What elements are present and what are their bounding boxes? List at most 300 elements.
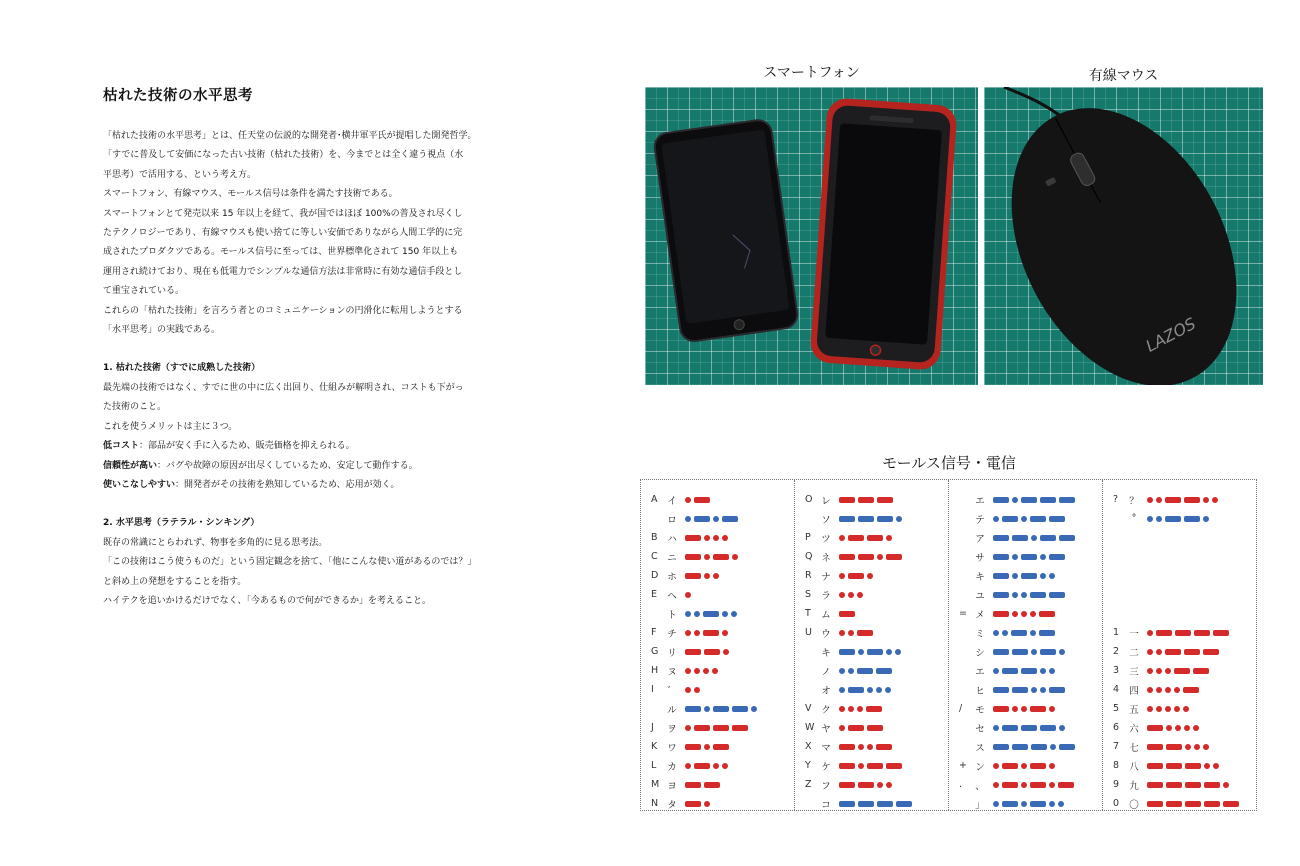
morse-latin: ?	[1113, 494, 1119, 505]
morse-dot	[1040, 668, 1046, 674]
morse-row	[795, 718, 948, 737]
morse-dot	[1030, 630, 1036, 636]
morse-dash	[848, 535, 864, 541]
morse-dot	[993, 763, 999, 769]
morse-dash	[685, 782, 701, 788]
morse-code	[685, 725, 751, 731]
morse-dot	[1165, 668, 1171, 674]
morse-dash	[1012, 535, 1028, 541]
morse-kana: ト	[667, 609, 677, 621]
morse-kana: レ	[821, 495, 831, 507]
morse-row	[949, 547, 1102, 566]
morse-dot	[1012, 611, 1018, 617]
morse-kana: 七	[1129, 742, 1139, 754]
morse-latin: P	[805, 532, 811, 543]
morse-dash	[1049, 516, 1065, 522]
morse-kana: モ	[975, 704, 985, 716]
morse-code	[1147, 687, 1202, 693]
morse-row	[949, 585, 1102, 604]
morse-dash	[1213, 630, 1229, 636]
section-line: 「この技術はこう使うものだ」という固定観念を捨て、「他にこんな使い道があるのでは？」	[103, 557, 477, 568]
morse-kana: ア	[975, 533, 985, 545]
morse-dash	[1203, 649, 1219, 655]
morse-code	[839, 649, 904, 655]
morse-dash	[1002, 668, 1018, 674]
morse-row	[641, 509, 794, 528]
morse-latin: I	[651, 684, 654, 695]
morse-code	[1147, 801, 1242, 807]
morse-dash	[1002, 763, 1018, 769]
morse-dot	[1147, 706, 1153, 712]
morse-dot	[1156, 668, 1162, 674]
intro-line: 運用され続けており、現在も低電力でシンプルな通信方法は非常時に有効な通信手段とし	[103, 266, 463, 277]
morse-dot	[839, 630, 845, 636]
morse-dash	[839, 782, 855, 788]
morse-kana: ネ	[821, 552, 831, 564]
morse-row	[1103, 680, 1256, 699]
morse-dot	[1012, 706, 1018, 712]
morse-row	[1103, 528, 1256, 547]
morse-dot	[713, 573, 719, 579]
morse-dot	[685, 763, 691, 769]
morse-latin: X	[805, 741, 812, 752]
morse-kana: ウ	[821, 628, 831, 640]
morse-dot	[1021, 516, 1027, 522]
morse-dash	[713, 706, 729, 712]
merit-item	[103, 437, 513, 456]
merit-desc: ：バグや故障の原因が出尽くしているため、安定して動作する。	[157, 460, 418, 471]
morse-dot	[1012, 554, 1018, 560]
morse-kana: 三	[1129, 666, 1139, 678]
morse-kana: リ	[667, 647, 677, 659]
morse-kana: テ	[975, 514, 985, 526]
morse-dot	[1156, 687, 1162, 693]
morse-latin: Y	[805, 760, 811, 771]
morse-row	[641, 547, 794, 566]
morse-latin: V	[805, 703, 812, 714]
morse-latin: L	[651, 760, 657, 771]
morse-row	[949, 699, 1102, 718]
morse-latin: .	[959, 779, 963, 790]
morse-code	[685, 649, 732, 655]
morse-dot	[732, 554, 738, 560]
morse-code	[993, 573, 1058, 579]
morse-row	[1103, 794, 1256, 813]
morse-code	[685, 630, 731, 636]
morse-row	[949, 623, 1102, 642]
morse-dot	[858, 649, 864, 655]
morse-dot	[858, 763, 864, 769]
morse-code	[839, 801, 915, 807]
morse-dash	[1165, 497, 1181, 503]
morse-row	[1103, 585, 1256, 604]
morse-dash	[993, 649, 1009, 655]
morse-dash	[694, 725, 710, 731]
morse-dot	[1031, 687, 1037, 693]
morse-dash	[858, 497, 874, 503]
morse-code	[685, 668, 721, 674]
morse-code	[993, 668, 1058, 674]
wired-mouse-image	[984, 87, 1263, 385]
morse-latin: 9	[1113, 779, 1120, 790]
morse-code	[839, 516, 905, 522]
morse-dot	[867, 744, 873, 750]
morse-kana: ス	[975, 742, 985, 754]
morse-row	[949, 661, 1102, 680]
morse-row	[1103, 490, 1256, 509]
morse-dash	[877, 516, 893, 522]
morse-kana: ニ	[667, 552, 677, 564]
morse-row	[1103, 623, 1256, 642]
morse-code	[839, 782, 895, 788]
morse-dot	[1021, 801, 1027, 807]
morse-row	[1103, 756, 1256, 775]
smartphone-caption: スマートフォン	[763, 65, 860, 81]
morse-latin: 7	[1113, 741, 1120, 752]
morse-dot	[1040, 573, 1046, 579]
morse-dot	[1174, 706, 1180, 712]
morse-dot	[685, 668, 691, 674]
morse-dot	[1021, 763, 1027, 769]
morse-row	[795, 547, 948, 566]
morse-dot	[1156, 706, 1162, 712]
section-line: た技術のこと。	[103, 402, 167, 413]
morse-row	[641, 680, 794, 699]
morse-kana: ン	[975, 761, 985, 773]
morse-dot	[867, 687, 873, 693]
morse-latin: 1	[1113, 627, 1120, 638]
morse-dot	[1021, 592, 1027, 598]
morse-dot	[839, 535, 845, 541]
morse-dot	[839, 706, 845, 712]
morse-dot	[839, 725, 845, 731]
morse-row	[795, 566, 948, 585]
morse-dash	[1040, 649, 1056, 655]
morse-dot	[694, 611, 700, 617]
morse-latin: D	[651, 570, 659, 581]
morse-kana: 〇	[1129, 799, 1139, 811]
morse-row	[949, 756, 1102, 775]
morse-dot	[704, 554, 710, 560]
morse-row	[949, 718, 1102, 737]
morse-dash	[857, 668, 873, 674]
morse-dash	[1184, 497, 1200, 503]
morse-code	[685, 744, 732, 750]
morse-dash	[867, 535, 883, 541]
morse-kana: コ	[821, 799, 831, 811]
morse-kana: メ	[975, 609, 985, 621]
morse-dash	[1011, 630, 1027, 636]
morse-dot	[1049, 763, 1055, 769]
morse-latin: /	[959, 703, 963, 714]
section-line: 既存の常識にとらわれず、物事を多角的に見る思考法。	[103, 537, 328, 548]
morse-dash	[877, 801, 893, 807]
morse-code	[1147, 668, 1212, 674]
morse-dash	[858, 782, 874, 788]
morse-kana: エ	[975, 666, 985, 678]
morse-column	[1102, 480, 1256, 810]
morse-dash	[1204, 782, 1220, 788]
morse-dash	[694, 516, 710, 522]
morse-kana: 二	[1129, 647, 1139, 659]
morse-dash	[1031, 744, 1047, 750]
morse-dash	[867, 649, 883, 655]
morse-dash	[1039, 611, 1055, 617]
morse-dot	[1156, 649, 1162, 655]
morse-dot	[722, 535, 728, 541]
morse-code	[839, 630, 876, 636]
morse-dash	[839, 497, 855, 503]
morse-code	[1147, 744, 1212, 750]
morse-dot	[1059, 725, 1065, 731]
morse-dot	[886, 649, 892, 655]
morse-dash	[1039, 630, 1055, 636]
morse-dash	[713, 744, 729, 750]
morse-dash	[1002, 516, 1018, 522]
morse-code	[1147, 630, 1232, 636]
morse-dot	[848, 706, 854, 712]
morse-latin: E	[651, 589, 658, 600]
morse-dash	[857, 630, 873, 636]
morse-dash	[1156, 630, 1172, 636]
morse-dash	[877, 497, 893, 503]
morse-dot	[858, 744, 864, 750]
morse-row	[949, 604, 1102, 623]
morse-kana: °	[1131, 513, 1137, 524]
section-line: 最先端の技術ではなく、すでに世の中に広く出回り、仕組みが解明され、コストも下がっ	[103, 382, 464, 393]
section-heading: 2. 水平思考（ラテラル・シンキング）	[103, 518, 260, 529]
morse-row	[1103, 775, 1256, 794]
morse-code	[685, 516, 741, 522]
morse-code	[685, 535, 731, 541]
morse-dot	[876, 687, 882, 693]
morse-dot	[839, 592, 845, 598]
morse-code	[1147, 706, 1192, 712]
morse-dot	[1183, 706, 1189, 712]
morse-dot	[694, 668, 700, 674]
morse-dash	[1175, 630, 1191, 636]
morse-dash	[703, 611, 719, 617]
morse-code	[685, 554, 741, 560]
morse-dash	[839, 554, 855, 560]
morse-dot	[685, 497, 691, 503]
morse-latin: K	[651, 741, 658, 752]
morse-dash	[1184, 649, 1200, 655]
morse-dash	[1002, 801, 1018, 807]
morse-dash	[1012, 744, 1028, 750]
morse-kana: キ	[975, 571, 985, 583]
smartphones-image	[645, 87, 978, 385]
morse-dash	[1002, 782, 1018, 788]
morse-dash	[1021, 497, 1037, 503]
morse-kana: ヲ	[667, 723, 677, 735]
morse-latin: Z	[805, 779, 812, 790]
morse-dot	[712, 668, 718, 674]
morse-latin: R	[805, 570, 812, 581]
morse-dash	[1193, 668, 1209, 674]
morse-kana: 九	[1129, 780, 1139, 792]
morse-dash	[1166, 744, 1182, 750]
morse-code	[839, 725, 886, 731]
morse-dash	[896, 801, 912, 807]
morse-dot	[722, 630, 728, 636]
morse-kana: ラ	[821, 590, 831, 602]
morse-dot	[1050, 744, 1056, 750]
morse-code	[685, 706, 760, 712]
morse-dash	[993, 535, 1009, 541]
morse-kana: 六	[1129, 723, 1139, 735]
morse-dot	[1012, 573, 1018, 579]
morse-dot	[713, 763, 719, 769]
morse-dot	[1002, 630, 1008, 636]
morse-code	[685, 573, 722, 579]
morse-row	[641, 490, 794, 509]
morse-dot	[1012, 497, 1018, 503]
morse-code	[993, 630, 1058, 636]
morse-dash	[876, 744, 892, 750]
morse-dot	[731, 611, 737, 617]
morse-dot	[1147, 516, 1153, 522]
morse-dot	[1049, 801, 1055, 807]
morse-dash	[1147, 725, 1163, 731]
morse-code	[993, 535, 1078, 541]
morse-dash	[694, 497, 710, 503]
morse-kana: ム	[821, 609, 831, 621]
morse-dot	[751, 706, 757, 712]
morse-dash	[685, 649, 701, 655]
morse-row	[641, 775, 794, 794]
intro-line: スマートフォン、有線マウス、モールス信号は条件を満たす技術である。	[103, 189, 398, 200]
morse-latin: 2	[1113, 646, 1120, 657]
morse-dash	[1040, 725, 1056, 731]
intro-line: て重宝されている。	[103, 286, 185, 297]
morse-dot	[857, 592, 863, 598]
morse-dot	[1049, 573, 1055, 579]
morse-dash	[1059, 535, 1075, 541]
morse-dot	[1058, 801, 1064, 807]
morse-dash	[1185, 782, 1201, 788]
morse-row	[795, 604, 948, 623]
morse-dash	[1183, 687, 1199, 693]
morse-kana: チ	[667, 628, 677, 640]
morse-dash	[1012, 649, 1028, 655]
morse-dash	[685, 535, 701, 541]
morse-kana: ヘ	[667, 590, 677, 602]
morse-code	[839, 497, 896, 503]
morse-kana: ク	[821, 704, 831, 716]
morse-row	[795, 585, 948, 604]
morse-code	[839, 592, 866, 598]
intro-line: 「すでに普及して安価になった古い技術（枯れた技術）を、今までとは全く違う視点（水	[103, 150, 464, 161]
morse-dot	[722, 763, 728, 769]
morse-dot	[722, 611, 728, 617]
morse-row	[1103, 642, 1256, 661]
morse-kana: エ	[975, 495, 985, 507]
morse-dot	[685, 592, 691, 598]
morse-dash	[1194, 630, 1210, 636]
morse-row	[641, 718, 794, 737]
morse-latin: Q	[805, 551, 813, 562]
morse-dot	[704, 535, 710, 541]
morse-kana: ミ	[975, 628, 985, 640]
morse-dash	[867, 763, 883, 769]
morse-dot	[867, 573, 873, 579]
morse-dash	[1166, 763, 1182, 769]
morse-dash	[839, 611, 855, 617]
morse-dash	[1165, 516, 1181, 522]
morse-kana: サ	[975, 552, 985, 564]
morse-dash	[839, 516, 855, 522]
morse-latin: C	[651, 551, 658, 562]
morse-dash	[839, 744, 855, 750]
morse-dot	[713, 535, 719, 541]
morse-code	[993, 516, 1068, 522]
morse-dot	[1156, 497, 1162, 503]
morse-code	[839, 668, 895, 674]
morse-code	[1147, 649, 1222, 655]
morse-row	[795, 794, 948, 813]
morse-dash	[1030, 763, 1046, 769]
morse-latin: 6	[1113, 722, 1120, 733]
morse-dot	[1165, 687, 1171, 693]
morse-row	[795, 680, 948, 699]
morse-row	[1103, 604, 1256, 623]
morse-row	[1103, 737, 1256, 756]
morse-dot	[685, 630, 691, 636]
morse-dash	[1040, 497, 1056, 503]
morse-dash	[858, 801, 874, 807]
morse-dash	[1166, 801, 1182, 807]
morse-dot	[1147, 668, 1153, 674]
morse-dash	[1049, 687, 1065, 693]
morse-dash	[1166, 782, 1182, 788]
intro-line: スマートフォンとて発売以来 15 年以上を経て、我が国ではほぼ 100%の普及され尽くし	[103, 208, 463, 219]
morse-kana: ユ	[975, 590, 985, 602]
merit-desc: ：開発者がその技術を熟知しているため、応用が効く。	[175, 479, 400, 490]
morse-row	[641, 528, 794, 547]
morse-dot	[685, 611, 691, 617]
morse-dash	[1147, 782, 1163, 788]
morse-kana: カ	[667, 761, 677, 773]
morse-row	[795, 623, 948, 642]
morse-row	[949, 642, 1102, 661]
morse-dot	[993, 516, 999, 522]
morse-dash	[1040, 535, 1056, 541]
morse-row	[795, 528, 948, 547]
morse-dot	[1213, 763, 1219, 769]
intro-line: 成されたプロダクツである。モールス信号に至っては、世界標準化されて 150 年以上も	[103, 247, 459, 258]
morse-code	[993, 611, 1058, 617]
morse-row	[1103, 718, 1256, 737]
morse-latin: 0	[1113, 798, 1120, 809]
morse-dash	[848, 573, 864, 579]
morse-dash	[704, 649, 720, 655]
morse-dot	[1059, 649, 1065, 655]
morse-kana: ツ	[821, 533, 831, 545]
morse-dash	[848, 687, 864, 693]
intro-line: たテクノロジーであり、有線マウスも使い捨てに等しい安価でありながら人間工学的に完	[103, 228, 463, 239]
morse-dash	[839, 649, 855, 655]
morse-latin: =	[959, 608, 967, 619]
morse-dot	[885, 687, 891, 693]
morse-row	[795, 661, 948, 680]
morse-code	[1147, 497, 1221, 503]
morse-dot	[1147, 649, 1153, 655]
morse-dash	[848, 725, 864, 731]
morse-kana: 、	[975, 780, 985, 792]
morse-dot	[1030, 611, 1036, 617]
morse-dot	[685, 725, 691, 731]
